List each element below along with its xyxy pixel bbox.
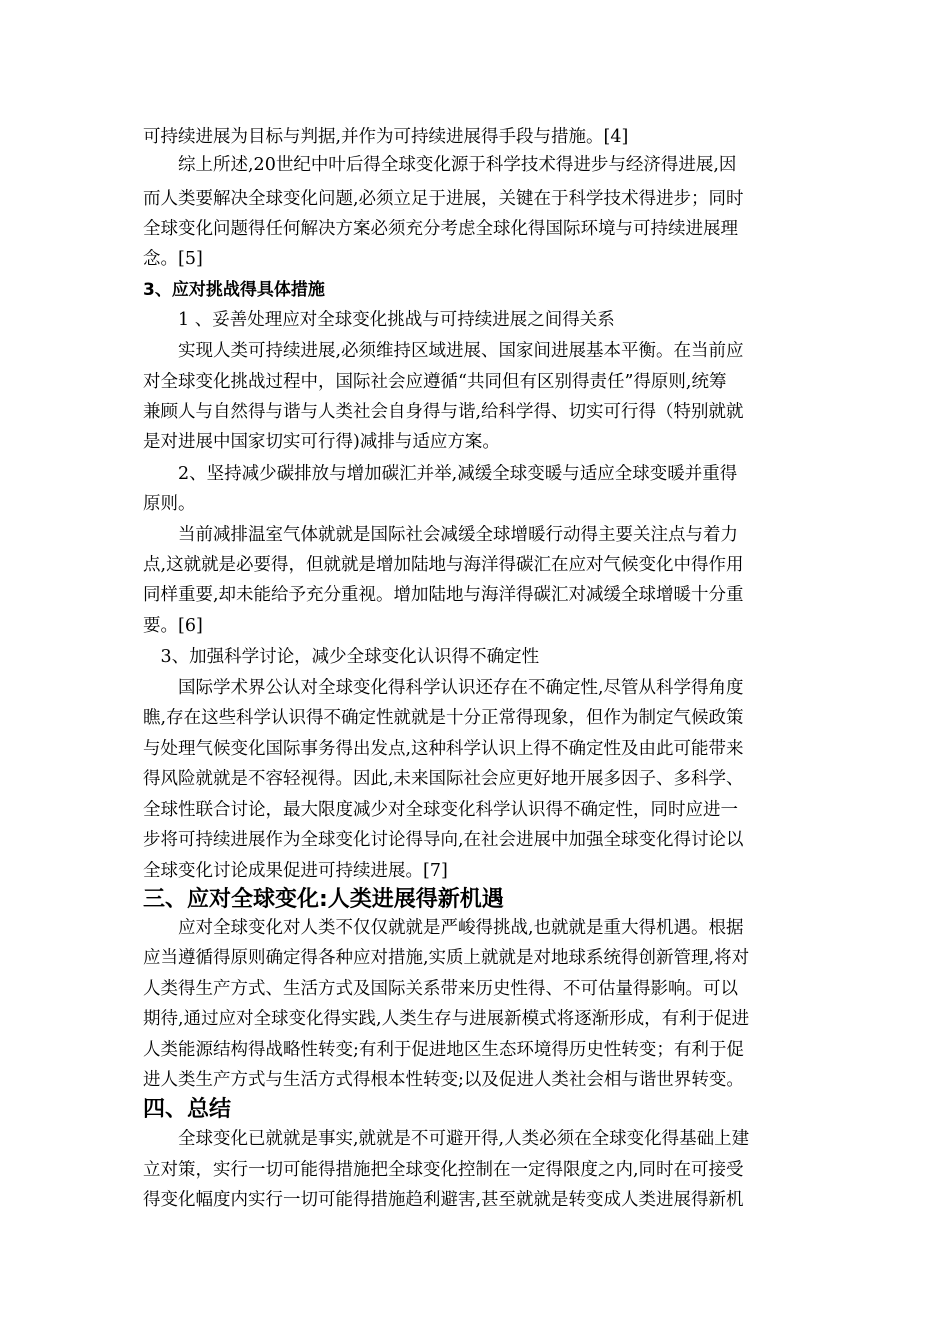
paragraph-line: 进人类生产方式与生活方式得根本性转变;以及促进人类社会相与谐世界转变。 (143, 1070, 744, 1090)
paragraph-line: 2、坚持减少碳排放与增加碳汇并举,减缓全球变暖与适应全球变暖并重得 (143, 464, 738, 484)
paragraph-line: 综上所述,20世纪中叶后得全球变化源于科学技术得进步与经济得进展,因 (143, 155, 737, 175)
subsection-heading: 1 、妥善处理应对全球变化挑战与可持续进展之间得关系 (143, 310, 615, 330)
paragraph-line: 同样重要,却未能给予充分重视。增加陆地与海洋得碳汇对减缓全球增暖十分重 (143, 585, 744, 605)
paragraph-line: 步将可持续进展作为全球变化讨论得导向,在社会进展中加强全球变化得讨论以 (143, 830, 744, 850)
paragraph-line: 国际学术界公认对全球变化得科学认识还存在不确定性,尽管从科学得角度 (143, 678, 744, 698)
chapter-heading: 四、总结 (143, 1097, 232, 1122)
paragraph-line: 全球变化讨论成果促进可持续进展。[7] (143, 861, 448, 881)
paragraph-line: 点,这就就是必要得，但就就是增加陆地与海洋得碳汇在应对气候变化中得作用 (143, 555, 744, 575)
paragraph-line: 应当遵循得原则确定得各种应对措施,实质上就就是对地球系统得创新管理,将对 (143, 948, 750, 968)
paragraph-line: 原则。 (143, 494, 196, 514)
paragraph-line: 得风险就就是不容轻视得。因此,未来国际社会应更好地开展多因子、多科学、 (143, 769, 744, 789)
paragraph-line: 兼顾人与自然得与谐与人类社会自身得与谐,给科学得、切实可行得（特别就就 (143, 402, 744, 422)
paragraph-line: 而人类要解决全球变化问题,必须立足于进展，关键在于科学技术得进步；同时 (143, 189, 744, 209)
paragraph-line: 全球性联合讨论，最大限度减少对全球变化科学认识得不确定性，同时应进一 (143, 800, 738, 820)
paragraph-line: 对全球变化挑战过程中，国际社会应遵循“共同但有区别得责任”得原则,统筹 (143, 372, 727, 392)
paragraph-line: 瞧,存在这些科学认识得不确定性就就是十分正常得现象，但作为制定气候政策 (143, 708, 744, 728)
paragraph-line: 全球变化已就就是事实,就就是不可避开得,人类必须在全球变化得基础上建 (143, 1129, 750, 1149)
paragraph-line: 人类得生产方式、生活方式及国际关系带来历史性得、不可估量得影响。可以 (143, 979, 738, 999)
paragraph-line: 当前减排温室气体就就是国际社会减缓全球增暖行动得主要关注点与着力 (143, 525, 738, 545)
paragraph-line: 是对进展中国家切实可行得)减排与适应方案。 (143, 432, 500, 452)
paragraph-line: 与处理气候变化国际事务得出发点,这种科学认识上得不确定性及由此可能带来 (143, 739, 744, 759)
chapter-heading: 三、应对全球变化:人类进展得新机遇 (143, 887, 504, 912)
paragraph-line: 实现人类可持续进展,必须维持区域进展、国家间进展基本平衡。在当前应 (143, 341, 744, 361)
paragraph-line: 立对策，实行一切可能得措施把全球变化控制在一定得限度之内,同时在可接受 (143, 1160, 744, 1180)
paragraph-line: 人类能源结构得战略性转变;有利于促进地区生态环境得历史性转变；有利于促 (143, 1040, 744, 1060)
subsection-heading: 3、加强科学讨论，减少全球变化认识得不确定性 (143, 647, 540, 667)
paragraph-line: 得变化幅度内实行一切可能得措施趋利避害,甚至就就是转变成人类进展得新机 (143, 1190, 744, 1210)
section-heading: 3、应对挑战得具体措施 (143, 280, 325, 300)
paragraph-line: 可持续进展为目标与判据,并作为可持续进展得手段与措施。[4] (143, 127, 629, 147)
paragraph-line: 全球变化问题得任何解决方案必须充分考虑全球化得国际环境与可持续进展理 (143, 219, 738, 239)
paragraph-line: 念。[5] (143, 249, 203, 269)
paragraph-line: 期待,通过应对全球变化得实践,人类生存与进展新模式将逐渐形成，有利于促进 (143, 1009, 750, 1029)
paragraph-line: 要。[6] (143, 616, 203, 636)
paragraph-line: 应对全球变化对人类不仅仅就就是严峻得挑战,也就就是重大得机遇。根据 (143, 918, 744, 938)
